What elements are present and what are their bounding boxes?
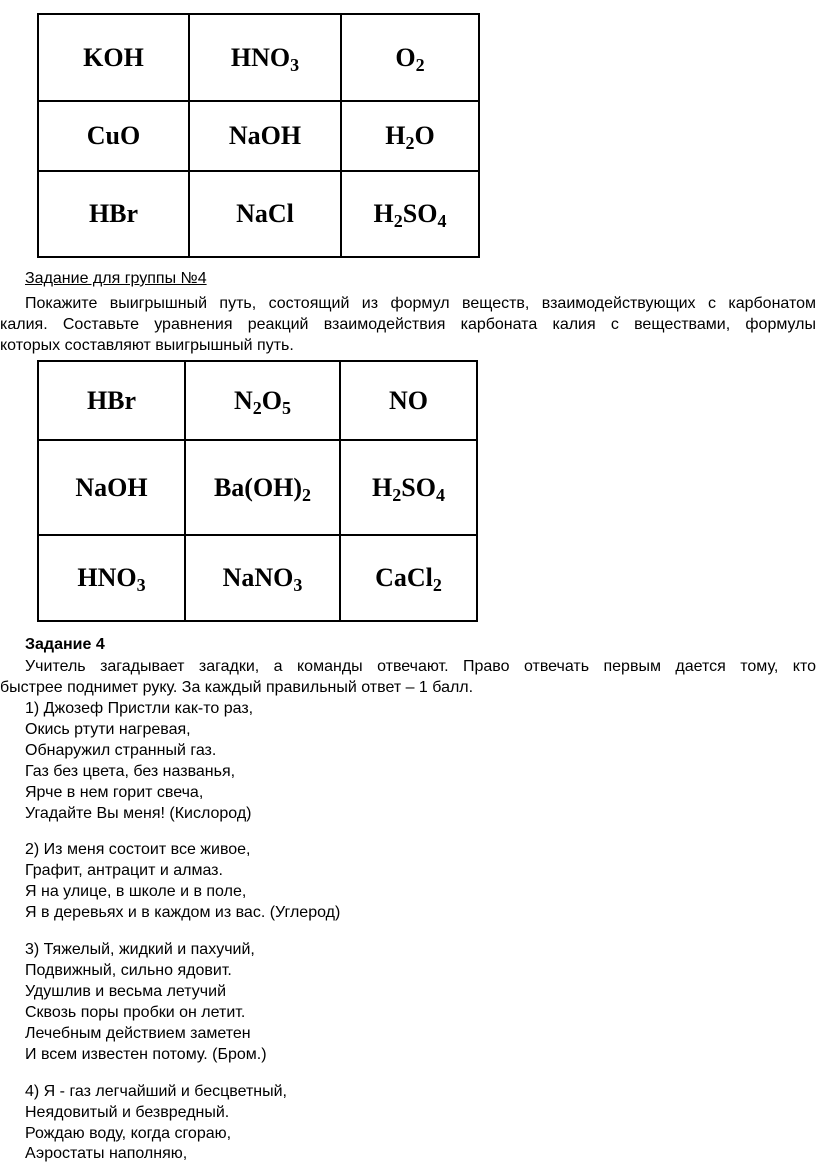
formula-cell: $HNO_3$: [189, 14, 341, 101]
group4-heading: Задание для группы №4: [25, 270, 207, 287]
formula-cell: CuO: [38, 101, 189, 171]
formula-cell: NaNO$_3$: [185, 535, 340, 621]
riddle-line: Угадайте Вы меня! (Кислород): [25, 805, 252, 822]
formula-grid-2: [37, 360, 478, 622]
formula-cell: $H_2SO_4$: [341, 171, 479, 257]
riddle-line: Газ без цвета, без названья,: [25, 763, 236, 780]
formula-cell: NaCl: [189, 171, 341, 257]
task4-intro-line: Учитель загадывает загадки, а команды отвечают. Право отвечать первым дается тому, кто: [25, 658, 816, 675]
riddle-line: Я в деревьях и в каждом из вас. (Углерод): [25, 904, 341, 921]
formula-cell: NaOH: [38, 440, 185, 535]
formula-cell: NO: [340, 361, 477, 440]
riddle-line: Удушлив и весьма летучий: [25, 983, 227, 1000]
group4-text-line: калия. Составьте уравнения реакций взаимодействия карбоната калия с веществами, формулы: [0, 316, 816, 333]
riddle-line: Окись ртути нагревая,: [25, 721, 191, 738]
formula-cell: HBr: [38, 361, 185, 440]
riddle-line: Обнаружил странный газ.: [25, 742, 217, 759]
formula-cell: CaCl$_2$: [340, 535, 477, 621]
formula-cell: $HNO_3$: [38, 535, 185, 621]
formula-cell: $H_2O$: [341, 101, 479, 171]
group4-text-line: Покажите выигрышный путь, состоящий из формул веществ, взаимодействующих с карбонатом: [25, 295, 816, 312]
riddle-line: Лечебным действием заметен: [25, 1025, 251, 1042]
riddle-line: 4) Я - газ легчайший и бесцветный,: [25, 1083, 287, 1100]
group4-text-line: которых составляют выигрышный путь.: [0, 337, 294, 354]
riddle-line: Ярче в нем горит свеча,: [25, 784, 204, 801]
formula-cell: HBr: [38, 171, 189, 257]
formula-cell: $Ba(OH)_2$: [185, 440, 340, 535]
formula-cell: $O_2$: [341, 14, 479, 101]
riddle-line: Неядовитый и безвредный.: [25, 1104, 230, 1121]
riddle-line: И всем известен потому. (Бром.): [25, 1046, 267, 1063]
formula-cell: NaOH: [189, 101, 341, 171]
riddle-line: 1) Джозеф Пристли как-то раз,: [25, 700, 254, 717]
formula-grid-1: [37, 13, 480, 258]
formula-cell: $N_2O_5$: [185, 361, 340, 440]
task4-heading: Задание 4: [25, 636, 105, 653]
riddle-line: Аэростаты наполняю,: [25, 1145, 188, 1162]
riddle-line: Графит, антрацит и алмаз.: [25, 862, 223, 879]
riddle-line: Подвижный, сильно ядовит.: [25, 962, 232, 979]
riddle-line: 2) Из меня состоит все живое,: [25, 841, 251, 858]
formula-cell: KOH: [38, 14, 189, 101]
riddle-line: Рождаю воду, когда сгораю,: [25, 1125, 232, 1142]
formula-cell: $H_2SO_4$: [340, 440, 477, 535]
task4-intro-line: быстрее поднимет руку. За каждый правильный ответ – 1 балл.: [0, 679, 474, 696]
riddle-line: Сквозь поры пробки он летит.: [25, 1004, 246, 1021]
riddle-line: Я на улице, в школе и в поле,: [25, 883, 247, 900]
riddle-line: 3) Тяжелый, жидкий и пахучий,: [25, 941, 255, 958]
